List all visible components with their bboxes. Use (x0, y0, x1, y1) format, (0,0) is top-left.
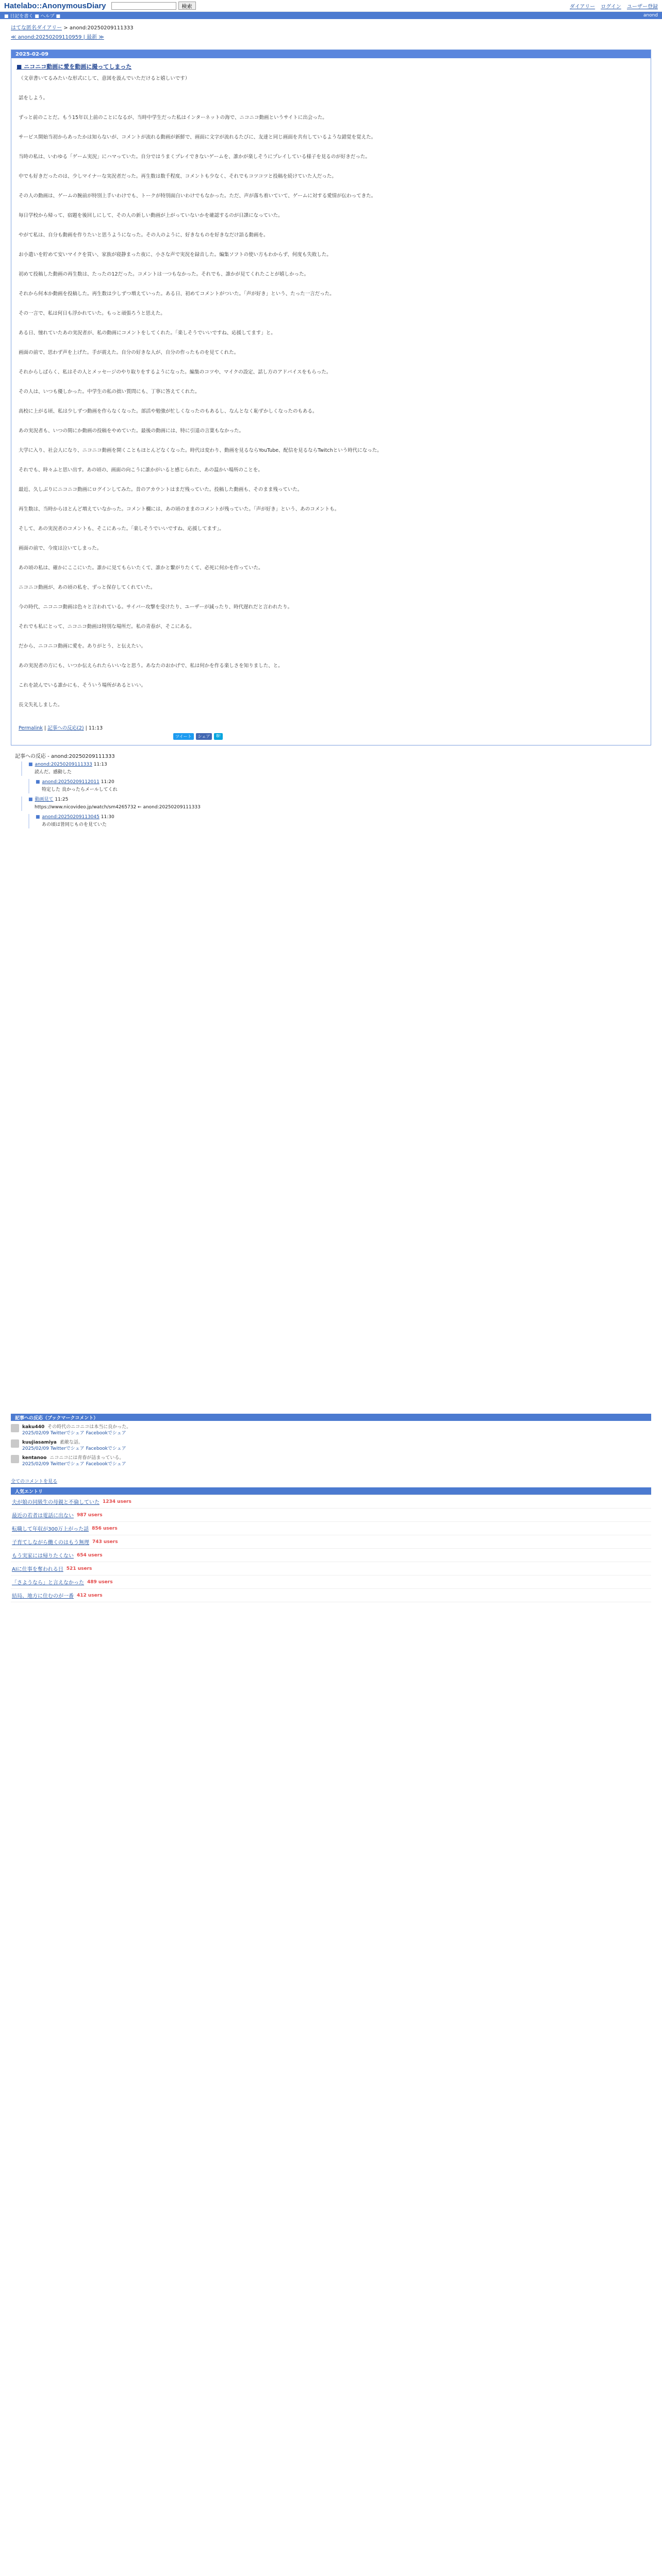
entry-paragraph: それでも、時々ふと思い出す。あの頃の、画面の向こうに誰かがいると感じられた、あの温かい場所のことを。 (19, 467, 263, 473)
bookmark-list (11, 1421, 651, 1472)
entry-paragraph: 最近、久しぶりにニコニコ動画にログインしてみた。昔のアカウントはまだ残っていた。投稿した動画も、そのまま残っていた。 (19, 487, 303, 493)
login-link[interactable]: ログイン (601, 4, 621, 10)
popular-item (11, 1562, 651, 1575)
bookmark-count[interactable]: 987 users (77, 1512, 103, 1518)
bookmark-count[interactable]: 521 users (66, 1566, 92, 1571)
entry-nav-link[interactable]: ≪ anond:20250209110959 | 最新 ≫ (11, 35, 104, 40)
nav-bar (0, 12, 662, 19)
response-body: 特定した 良かったらメールしてくれ (42, 787, 118, 792)
response-link[interactable]: anond:20250209113045 (42, 815, 100, 820)
entry-paragraph: それから何本か動画を投稿した。再生数は少しずつ増えていった。ある日、初めてコメントがついた。「声が好き」という、たった一言だった。 (19, 291, 335, 297)
entry-paragraph: それでも私にとって、ニコニコ動画は特別な場所だ。私の青春が、そこにある。 (19, 624, 195, 630)
response-time: 11:20 (101, 779, 114, 785)
entry-paragraph: ある日、憧れていたあの実況者が、私の動画にコメントをしてくれた。「楽しそうでいいですね、応援してます」と。 (19, 330, 276, 336)
entry-paragraph: 話をしよう。 (19, 95, 48, 101)
nav-right[interactable]: anond (643, 13, 658, 18)
entry-title-link[interactable]: ■ ニコニコ動画に愛を動画に撮ってしまった (16, 63, 132, 70)
tweet-button[interactable]: ツイート (173, 733, 194, 740)
bullet-icon: ■ (36, 815, 40, 820)
bookmark-item (11, 1424, 651, 1436)
register-link[interactable]: ユーザー登録 (627, 4, 658, 10)
share-row (19, 731, 643, 740)
bookmark-share-links[interactable]: Twitterでシェア Facebookでシェア (50, 1446, 126, 1451)
bookmark-count[interactable]: 489 users (87, 1579, 113, 1585)
permalink[interactable]: Permalink (19, 725, 43, 731)
all-comments-link[interactable]: 全てのコメントを見る (11, 1479, 58, 1484)
response-link[interactable]: anond:20250209112011 (42, 779, 100, 785)
bullet-icon: ■ (36, 779, 40, 785)
response-body: https://www.nicovideo.jp/watch/sm4265732 ← anond:20250209111333 (35, 805, 201, 810)
popular-item (11, 1495, 651, 1509)
popular-list (11, 1495, 651, 1602)
bookmark-date[interactable]: 2025/02/09 (22, 1462, 49, 1467)
bookmark-item (11, 1439, 651, 1452)
popular-link[interactable]: もう実家には帰りたくない (12, 1553, 74, 1559)
response-link[interactable]: 動画見て (35, 797, 54, 802)
facebook-share-button[interactable]: シェア (196, 733, 212, 740)
response-item (28, 814, 651, 828)
entry-paragraph: それからしばらく、私はその人とメッセージのやり取りをするようになった。編集のコツや、マイクの設定、話し方のアドバイスをもらった。 (19, 369, 332, 375)
entry-paragraph: あの頃の私は、確かにここにいた。誰かに見てもらいたくて、誰かと繋がりたくて、必死に何かを作っていた。 (19, 565, 263, 571)
popular-section-title: 人気エントリ (11, 1487, 651, 1495)
response-time: 11:13 (93, 762, 107, 767)
entry-footer (11, 724, 651, 745)
bookmark-user[interactable]: kentanoo (22, 1455, 47, 1461)
popular-item (11, 1575, 651, 1589)
entry-paragraph: 画面の前で、今度は泣いてしまった。 (19, 546, 102, 551)
popular-link[interactable]: AIに仕事を奪われる日 (12, 1567, 63, 1572)
entry-paragraph: そして、あの実況者のコメントも、そこにあった。「楽しそうでいいですね、応援してます」。 (19, 526, 224, 532)
response-link[interactable]: anond:20250209111333 (35, 762, 92, 767)
entry-paragraph: その人は、いつも優しかった。中学生の私の拙い質問にも、丁寧に答えてくれた。 (19, 389, 200, 395)
avatar[interactable] (11, 1424, 19, 1432)
response-time: 11:30 (101, 815, 114, 820)
entry-paragraph: その人の動画は、ゲームの腕前が特別上手いわけでも、トークが特別面白いわけでもなかった。ただ、声が落ち着いていて、ゲームに対する愛情が伝わってきた。 (19, 193, 376, 199)
bookmark-comment: ニコニコには青春が詰まっている。 (49, 1455, 124, 1461)
nav-left[interactable]: ■ 日記を書く ■ ヘルプ ■ (4, 13, 60, 19)
entry-paragraph: 大学に入り、社会人になり、ニコニコ動画を開くこともほとんどなくなった。時代は変わり、動画を見るならYouTube、配信を見るならTwitchという時代になった。 (19, 448, 382, 453)
site-logo[interactable]: Hatelabo::AnonymousDiary (4, 1, 106, 10)
entry-paragraph: 初めて投稿した動画の再生数は、たったの12だった。コメントは一つもなかった。それでも、誰かが見てくれたことが嬉しかった。 (19, 272, 309, 277)
entry-body (11, 74, 651, 724)
entry-time: | 11:13 (84, 725, 103, 731)
entry-paragraph: 再生数は、当時からほとんど増えていなかった。コメント欄には、あの頃のままのコメントが残っていた。「声が好き」という、あのコメントも。 (19, 506, 340, 512)
all-comments (11, 1472, 651, 1487)
popular-item (11, 1522, 651, 1535)
bookmark-user[interactable]: kuujiasamiya (22, 1440, 57, 1445)
avatar[interactable] (11, 1439, 19, 1448)
popular-link[interactable]: 転職して年収が300万上がった話 (12, 1527, 89, 1532)
bookmark-share-links[interactable]: Twitterでシェア Facebookでシェア (50, 1462, 126, 1467)
bookmark-count[interactable]: 743 users (92, 1539, 118, 1545)
responses-section (11, 745, 651, 828)
entry-paragraph: ずっと前のことだ。もう15年以上前のことになるが、当時中学生だった私はインターネットの海で、ニコニコ動画というサイトに出会った。 (19, 115, 327, 121)
entry-paragraph: その一言で、私は何日も浮かれていた。もっと頑張ろうと思えた。 (19, 311, 166, 316)
entry-date: 2025-02-09 (11, 50, 651, 58)
entry-paragraph: やがて私は、自分も動画を作りたいと思うようになった。その人のように、好きなものを好きなだけ語る動画を。 (19, 232, 269, 238)
popular-item (11, 1509, 651, 1522)
bookmark-comment: その時代のニコニコは本当に良かった。 (47, 1425, 131, 1430)
main-content (11, 19, 651, 1602)
entry-paragraph: 今の時代、ニコニコ動画は色々と言われている。サイバー攻撃を受けたり、ユーザーが減ったり、時代遅れだと言われたり。 (19, 604, 293, 610)
diary-link[interactable]: ダイアリー (570, 4, 595, 10)
response-item (21, 761, 651, 776)
spacer (11, 832, 651, 1414)
entry-paragraph: 中でも好きだったのは、少しマイナーな実況者だった。再生数は数千程度、コメントも少なく、それでもコツコツと投稿を続けていた人だった。 (19, 174, 337, 179)
bullet-icon: ■ (28, 797, 33, 802)
breadcrumb-home[interactable]: はてな匿名ダイアリー (11, 25, 62, 31)
breadcrumb-separator: > (62, 25, 70, 31)
response-time: 11:25 (55, 797, 69, 802)
bookmark-count[interactable]: 412 users (77, 1592, 103, 1598)
entry-paragraph: 当時の私は、いわゆる「ゲーム実況」にハマっていた。自分ではうまくプレイできないゲームを、誰かが楽しそうにプレイしている様子を見るのが好きだった。 (19, 154, 370, 160)
popular-link[interactable]: 結局、地方に住むのが一番 (12, 1594, 74, 1599)
avatar[interactable] (11, 1455, 19, 1463)
bullet-icon: ■ (28, 762, 33, 767)
entry-paragraph: あの実況者も、いつの間にか動画の投稿をやめていた。最後の動画には、特に引退の言葉もなかった。 (19, 428, 244, 434)
site-header (0, 0, 662, 12)
bookmark-date[interactable]: 2025/02/09 (22, 1431, 49, 1436)
entry-paragraph: サービス開始当初からあったかは知らないが、コメントが流れる動画が新鮮で、画面に文字が流れるたびに、友達と同じ画面を共有しているような錯覚を覚えた。 (19, 134, 376, 140)
entry-paragraph: 高校に上がる頃、私は少しずつ動画を作らなくなった。部活や勉強が忙しくなったのもあるし、なんとなく恥ずかしくなったのもある。 (19, 409, 318, 414)
bookmark-user[interactable]: kaku440 (22, 1425, 45, 1430)
popular-item (11, 1535, 651, 1549)
bookmark-item (11, 1455, 651, 1467)
popular-link[interactable]: 最近の若者は電話に出ない (12, 1513, 74, 1519)
bookmark-comment: 素敵な話。 (59, 1440, 83, 1445)
entry-paragraph: あの実況者の方にも、いつか伝えられたらいいなと思う。あなたのおかげで、私は何かを作る楽しさを知りました、と。 (19, 663, 283, 669)
entry-box (11, 49, 651, 745)
entry-paragraph: 画面の前で、思わず声を上げた。手が震えた。自分の好きな人が、自分の作ったものを見てくれた。 (19, 350, 239, 355)
bookmark-share-links[interactable]: Twitterでシェア Facebookでシェア (50, 1431, 126, 1436)
bookmark-date[interactable]: 2025/02/09 (22, 1446, 49, 1451)
response-item (28, 779, 651, 793)
entry-paragraph: お小遣いを貯めて安いマイクを買い、家族が寝静まった夜に、小さな声で実況を録音した。編集ソフトの使い方もわからず、何度も失敗した。 (19, 252, 332, 258)
bookmark-section-title: 記事への反応（ブックマークコメント） (11, 1414, 651, 1421)
header-links (566, 2, 658, 10)
popular-link[interactable]: 「さようなら」と言えなかった (12, 1580, 84, 1586)
responses-title: 記事への反応 - anond:20250209111333 (15, 754, 115, 759)
bookmark-count[interactable]: 856 users (92, 1526, 118, 1531)
bookmark-count[interactable]: 1234 users (103, 1499, 131, 1504)
bookmark-count[interactable]: 654 users (77, 1552, 103, 1558)
breadcrumb (11, 19, 651, 32)
search-button[interactable]: 検索 (178, 2, 196, 10)
comments-link[interactable]: 記事への反応(2) (47, 725, 84, 731)
search-input[interactable] (111, 2, 176, 10)
entry-nav (11, 32, 651, 49)
popular-item (11, 1589, 651, 1602)
entry-paragraph: だから、ニコニコ動画に愛を。ありがとう、と伝えたい。 (19, 643, 146, 649)
popular-link[interactable]: 子育てしながら働くのはもう無理 (12, 1540, 89, 1546)
popular-item (11, 1549, 651, 1562)
response-body: 読んだ。感動した (35, 770, 72, 775)
breadcrumb-current: anond:20250209111333 (69, 25, 134, 31)
hatena-bookmark-button[interactable]: B! (214, 733, 223, 740)
entry-paragraph: 長文失礼しました。 (19, 702, 63, 708)
entry-paragraph: 毎日学校から帰って、宿題を後回しにして、その人の新しい動画が上がっていないかを確認するのが日課になっていた。 (19, 213, 283, 218)
response-item (21, 796, 651, 811)
entry-paragraph: ニコニコ動画が、あの頃の私を、ずっと保存してくれていた。 (19, 585, 156, 590)
response-body: あの頃は皆同じものを見ていた (42, 822, 107, 827)
popular-link[interactable]: 夫が娘の同級生の母親と不倫していた (12, 1500, 100, 1505)
footer-separator: | (42, 725, 48, 731)
entry-title (11, 58, 651, 74)
entry-paragraph: これを読んでいる誰かにも、そういう場所があるといい。 (19, 683, 146, 688)
entry-paragraph: （文章書いてるみたいな形式にして、意図を汲んでいただけると嬉しいです） (19, 76, 190, 81)
